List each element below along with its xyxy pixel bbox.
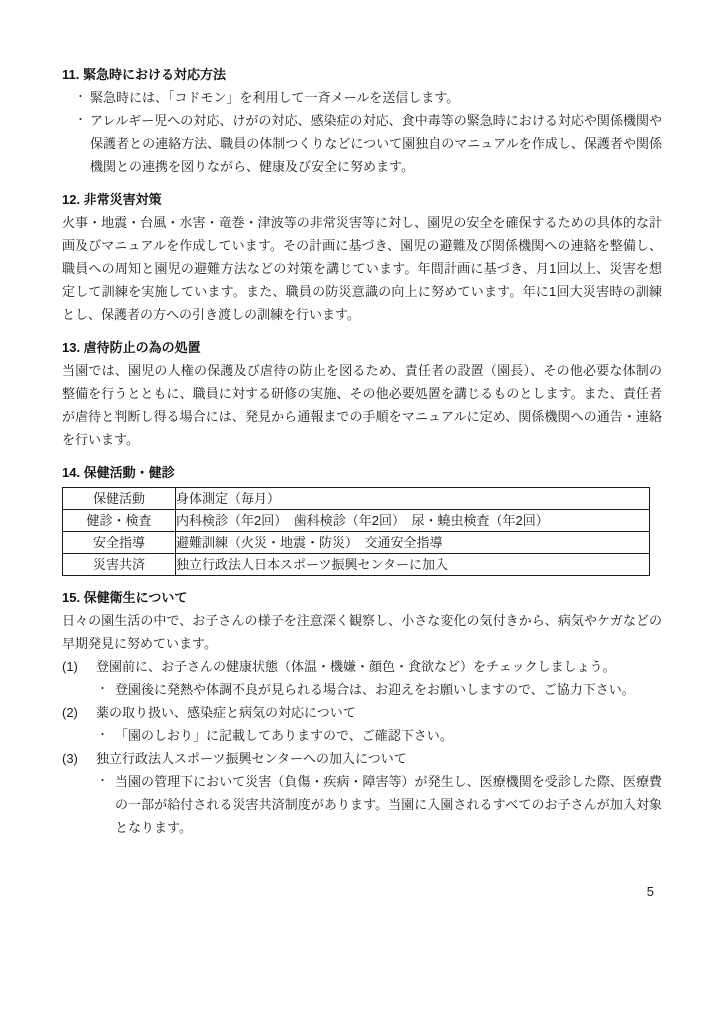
table-row <box>63 510 650 532</box>
numbered-item <box>62 747 662 770</box>
list-item-text: 緊急時には、「コドモン」を利用して一斉メールを送信します。 <box>90 90 460 105</box>
bullet-marker: ・ <box>97 683 108 695</box>
table-row-label: 健診・検査 <box>63 510 176 532</box>
bullet-marker: ・ <box>75 91 86 103</box>
sub-list-item <box>97 724 662 747</box>
section-13-heading: 13. 虐待防止の為の処置 <box>62 340 201 355</box>
section-12-heading: 12. 非常災害対策 <box>62 192 162 207</box>
section-disaster-measures <box>62 188 662 326</box>
sub-list-item <box>97 770 662 839</box>
numbered-item-text: 薬の取り扱い、感染症と病気の対応について <box>96 705 356 720</box>
section-15-heading: 15. 保健衛生について <box>62 590 188 605</box>
section-11-heading: 11. 緊急時における対応方法 <box>62 67 226 82</box>
sub-list-item <box>97 678 662 701</box>
table-row-label: 安全指導 <box>63 532 176 554</box>
document-content <box>62 63 662 839</box>
numbered-item <box>62 701 662 724</box>
table-row-value: 避難訓練（火災・地震・防災） 交通安全指導 <box>176 532 650 554</box>
bullet-marker: ・ <box>75 114 86 126</box>
section-12-body: 火事・地震・台風・水害・竜巻・津波等の非常災害等に対し、園児の安全を確保するための具体的な計画及びマニュアルを作成しています。その計画に基づき、園児の避難及び関係機関への連絡を整備し、職員への周知と園児の避難方法などの対策を講じています。年間計画に基づき、月1回以上、災害を想定して訓練を実施しています。また、職員の防災意識の向上に努めています。年に1回大災害時の訓練とし、保護者の方への引き渡しの訓練を行います。 <box>62 215 662 322</box>
table-row <box>63 488 650 510</box>
bullet-marker: ・ <box>97 775 108 787</box>
table-row-label: 災害共済 <box>63 554 176 576</box>
bullet-marker: ・ <box>97 729 108 741</box>
sub-list-item-text: 当園の管理下において災害（負傷・疾病・障害等）が発生し、医療機関を受診した際、医療費の一部が給付される災害共済制度があります。当園に入園されるすべてのお子さんが加入対象となります。 <box>115 774 662 835</box>
table-row-label: 保健活動 <box>63 488 176 510</box>
section-abuse-prevention <box>62 336 662 451</box>
section-health-activities <box>62 461 662 576</box>
section-health-hygiene <box>62 586 662 839</box>
section-13-body: 当園では、園児の人権の保護及び虐待の防止を図るため、責任者の設置（園長）、その他必要な体制の整備を行うとともに、職員に対する研修の実施、その他必要処置を講じるものとします。また、責任者が虐待と判断し得る場合には、発見から通報までの手順をマニュアルに定め、関係機関への通告・連絡を行います。 <box>62 363 662 447</box>
list-item <box>62 86 662 109</box>
numbered-item-text: 独立行政法人スポーツ振興センターへの加入について <box>96 751 407 766</box>
list-item <box>62 109 662 178</box>
section-15-intro: 日々の園生活の中で、お子さんの様子を注意深く観察し、小さな変化の気付きから、病気やケガなどの早期発見に努めています。 <box>62 613 662 651</box>
sub-list-item-text: 登園後に発熱や体調不良が見られる場合は、お迎えをお願いしますので、ご協力下さい。 <box>115 682 635 697</box>
table-row <box>63 554 650 576</box>
table-row-value: 身体測定（毎月） <box>176 488 650 510</box>
table-row-value: 独立行政法人日本スポーツ振興センターに加入 <box>176 554 650 576</box>
section-14-heading: 14. 保健活動・健診 <box>62 465 175 480</box>
item-number: (3) <box>62 751 78 766</box>
numbered-item-text: 登園前に、お子さんの健康状態（体温・機嫌・顔色・食欲など）をチェックしましょう。 <box>96 659 616 674</box>
page-number: 5 <box>646 884 654 899</box>
health-activities-table <box>62 487 650 576</box>
item-number: (2) <box>62 705 78 720</box>
item-number: (1) <box>62 659 78 674</box>
sub-list-item-text: 「園のしおり」に記載してありますので、ご確認下さい。 <box>115 728 453 743</box>
numbered-item <box>62 655 662 678</box>
table-row <box>63 532 650 554</box>
list-item-text: アレルギー児への対応、けがの対応、感染症の対応、食中毒等の緊急時における対応や関係機関や保護者との連絡方法、職員の体制つくりなどについて園独自のマニュアルを作成し、保護者や関係機関との連携を図りながら、健康及び安全に努めます。 <box>90 113 662 174</box>
section-emergency-response <box>62 63 662 178</box>
table-row-value: 内科検診（年2回） 歯科検診（年2回） 尿・蟯虫検査（年2回） <box>176 510 650 532</box>
